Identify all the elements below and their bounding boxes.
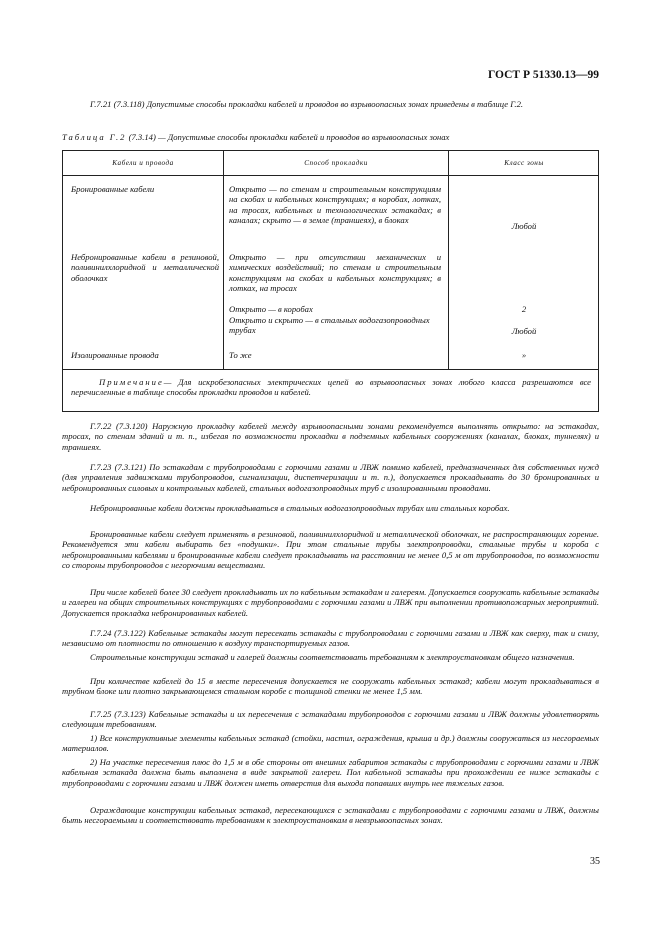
row5-method: То же <box>229 350 252 360</box>
row5-cable: Изолированные провода <box>71 350 159 360</box>
paragraph: При числе кабелей более 30 следует прокладывать их по кабельным эстакадам и галереям. Допускается сооружать кабельные эстакады и галереи на общих строительных конструкциях с трубопроводами с горючими газами и ЛВЖ при выполнении противопожарных мероприятий. Допускается прокладка небронированных кабелей. <box>62 587 599 618</box>
row3-zone: 2 <box>521 304 527 314</box>
paragraph: Бронированные кабели следует применять в резиновой, поливинилхлоридной и металлической оболочках, не распространяющих горение. Рекомендуется эти кабели выбирать без «подушки». При этом стальные трубы электропроводки, стальные трубы и короба с небронированными кабелями и бронированные кабели следует прокладывать на расстоянии не менее 0,5 м от трубопроводов, по возможности со стороны трубопроводов с негорючими веществами. <box>62 529 599 571</box>
paragraph: При количестве кабелей до 15 в месте пересечения допускается не сооружать кабельных эстакад; кабели могут прокладываться в трубном блоке или плотно закрывающемся стальном коробе с толщиной стенки не менее 1,5 мм. <box>62 676 599 697</box>
paragraph: Г.7.23 (7.3.121) По эстакадам с трубопроводами с горючими газами и ЛВЖ помимо кабелей, предназначенных для собственных нужд (для управления задвижками трубопроводов, сигнализации, диспетчеризации и т. п.), допускается прокладывать до 30 бронированных и небронированных силовых и контрольных кабелей, стальных водогазопроводных труб с изолированными проводами. <box>62 462 599 493</box>
paragraph: Небронированные кабели должны прокладываться в стальных водогазопроводных трубах или стальных коробах. <box>90 503 510 513</box>
row2-method: Открыто — при отсутствии механических и химических воздействий; по стенам и строительным конструкциям на скобах и кабельных конструкциях; в лотках, на тросах <box>229 252 441 294</box>
column-header-cables: Кабели и провода <box>112 159 174 167</box>
document-code: ГОСТ Р 51330.13—99 <box>488 69 599 81</box>
row1-zone: Любой <box>511 221 537 231</box>
row4-zone: Любой <box>511 326 537 336</box>
page-number: 35 <box>590 856 600 867</box>
column-header-zone: Класс зоны <box>504 159 544 167</box>
row4-method: Открыто и скрыто — в стальных водогазопроводных трубах <box>229 315 430 336</box>
paragraph: Г.7.24 (7.3.122) Кабельные эстакады могут пересекать эстакады с трубопроводами с горючими газами и ЛВЖ как сверху, так и снизу, независимо от плотности по отношению к воздуху транспортируемых газов. <box>62 628 599 649</box>
row2-cable: Небронированные кабели в резиновой, поливинилхлоридной и металлической оболочках <box>71 252 219 283</box>
row1-method: Открыто — по стенам и строительным конструкциям на скобах и кабельных конструкциях; в коробах, лотках, на тросах, кабельных и технологических эстакадах; в каналах; скрыто — в земле (траншеях), в блоках <box>229 184 441 226</box>
row1-cable: Бронированные кабели <box>71 184 155 194</box>
paragraph: 2) На участке пересечения плюс до 1,5 м в обе стороны от внешних габаритов эстакады с трубопроводами с горючими газами и ЛВЖ кабельная эстакада должна быть выполнена в виде закрытой галереи. Пол кабельной эстакады при прохождении ее ниже эстакады с трубопроводами с горючими газами и ЛВЖ должен иметь отверстия для выхода попавших внутрь нее тяжелых газов. <box>62 757 599 788</box>
table-caption-label: Таблица Г.2 <box>62 132 127 142</box>
cable-methods-table <box>62 150 599 412</box>
note-text: — Для искробезопасных электрических цепей во взрывоопасных зонах любого класса разрешаются все перечисленные в таблице способы прокладки проводов и кабелей. <box>71 377 591 398</box>
table-caption-text: (7.3.14) — Допустимые способы прокладки кабелей и проводов во взрывоопасных зонах <box>128 132 450 142</box>
note-label: Примечание <box>99 377 164 387</box>
paragraph: 1) Все конструктивные элементы кабельных эстакад (стойки, настил, ограждения, крыша и др.) должны сооружаться из несгораемых материалов. <box>62 733 599 754</box>
table-caption <box>62 132 602 142</box>
paragraph: Ограждающие конструкции кабельных эстакад, пересекающихся с эстакадами с трубопроводами с горючими газами и ЛВЖ, должны быть несгораемыми и соответствовать требованиям к электроустановкам в невзрывоопасных зонах. <box>62 805 599 826</box>
intro-paragraph: Г.7.21 (7.3.118) Допустимые способы прокладки кабелей и проводов во взрывоопасных зонах приведены в таблице Г.2. <box>90 99 524 109</box>
table-note <box>71 377 591 398</box>
paragraph: Г.7.22 (7.3.120) Наружную прокладку кабелей между взрывоопасными зонами рекомендуется выполнять открыто: на эстакадах, тросах, по стенам зданий и т. п., избегая по возможности прокладки в подземных кабельных сооружениях (каналах, блоках, туннелях) и траншеях. <box>62 421 599 452</box>
row3-method: Открыто — в коробах <box>229 304 313 314</box>
paragraph: Г.7.25 (7.3.123) Кабельные эстакады и их пересечения с эстакадами трубопроводов с горючими газами и ЛВЖ должны удовлетворять следующим требованиям. <box>62 709 599 730</box>
row5-zone: » <box>521 350 527 360</box>
column-header-method: Способ прокладки <box>304 159 368 167</box>
paragraph: Строительные конструкции эстакад и галерей должны соответствовать требованиям к электроустановкам общего назначения. <box>90 652 575 662</box>
